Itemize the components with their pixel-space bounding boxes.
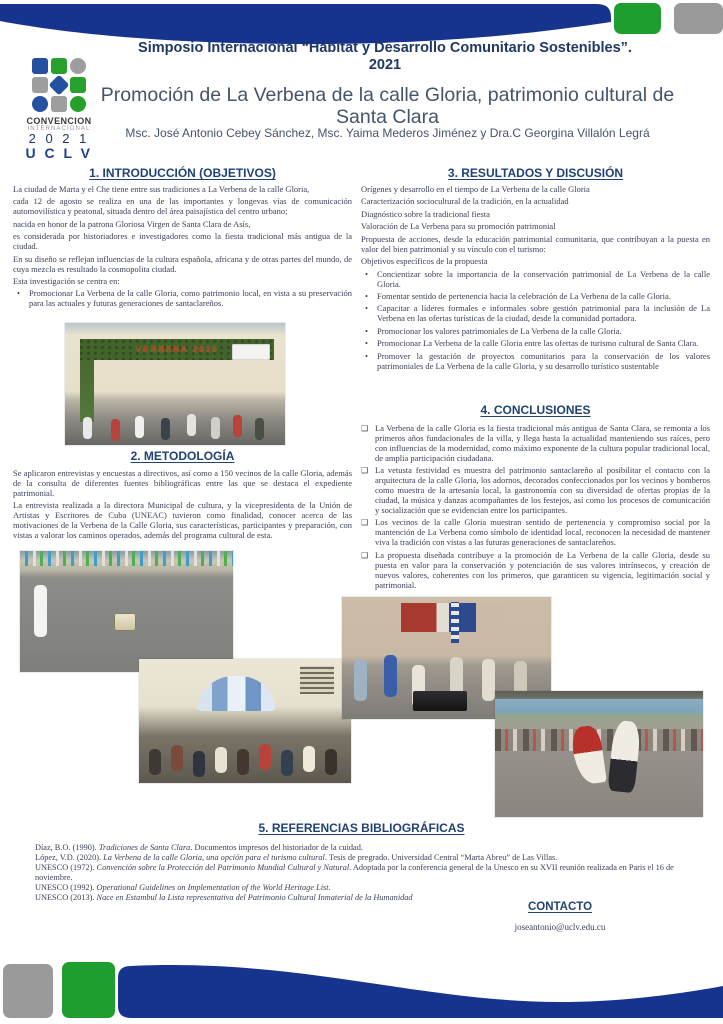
reference-item: UNESCO (1992). Operational Guidelines on Implementation of the World Heritage List. [35,882,331,892]
parade-marchers [34,585,47,637]
bullet-marker: • [365,303,368,314]
cuban-flag [451,602,459,643]
photo-parade-band [20,551,233,672]
crowd-people [149,749,161,775]
convention-logo [12,58,106,160]
results-bullet: • Promover la gestación de proyectos comunitarios para la conservación de los valores patrimoniales de La Verbena de la calle Gloria, y su desarrollo turístico sustentable [365,350,710,371]
intro-paragraph: es considerada por historiadores e investigadores como la fiesta tradicional más antigua de la ciudad. [13,231,352,252]
reference-item: UNESCO (2013). Nace en Estambul la Lista representativa del Patrimonio Cultural Inmaterial de la Humanidad [35,892,413,902]
results-line: Diagnóstico sobre la tradicional fiesta [361,208,490,219]
photo-verbena-arch-street [65,323,285,445]
references-list [35,843,703,903]
parade-drum [114,613,136,631]
bullet-marker: • [365,268,368,279]
results-text [361,185,710,374]
logo-square-gray [51,96,67,112]
results-bullet: • Capacitar a líderes formales e informales sobre gestión patrimonial para la inclusión de La Verbena en las ofertas turísticas de la ciudad, desde la comunidad portadora. [365,303,710,324]
parade-flag-bunting [20,551,233,566]
street-people [83,417,92,439]
logo-text-uclv: U C L V [25,144,93,161]
logo-circle-green [70,96,86,112]
square-marker-icon: ❑ [361,424,369,433]
results-bullet: • Promocionar La Verbena de la calle Gloria entre las ofertas de turismo cultural de Santa Clara. [365,338,699,349]
logo-square-gray [32,77,48,93]
square-marker-icon: ❑ [361,466,369,476]
methodology-paragraph: La entrevista realizada a la directora Municipal de cultura, y la vicepresidenta de la Unión de Artistas y Escritores de Cuba (UNEAC) tuvieron como finalidad, conocer acerca de las motivaciones de la Verbena de la Calle Gloria, sus características, participantes y preparación, con vistas a valorar los caminos operados, además del programa cultural de esta. [13,500,352,541]
bullet-marker: • [365,350,368,361]
conclusion-item: ❑ La Verbena de la calle Gloria es la fiesta tradicional más antigua de Santa Clara, se remonta a los primeros años fundacionales de la villa, y llega hasta la actualidad manteniendo sus raíces, pero con influencias de la modernidad, como máximo exponente de la cultura popular tradicional local, de amplia participación ciudadana. [361,423,710,463]
reference-item: López, V.D. (2020). La Verbena de la calle Gloria, una opción para el turismo cultural. Tesis de pregrado. Universidad Central “Marta Abreu” de Las Villas. [35,852,558,862]
square-marker-icon: ❑ [361,518,369,528]
symposium-year: 2021 [368,57,402,74]
intro-bullet: • Promocionar La Verbena de la calle Gloria, como patrimonio local, en vista a su preservación para las actuales y futuras generaciones de santaclareños. [17,288,352,309]
intro-paragraph: nacida en honor de la patrona Gloriosa Virgen de Santa Clara de Asís, [13,218,251,229]
logo-text-year: 2 0 2 1 [28,131,90,146]
musicians-figures [354,659,367,701]
bottom-green-square [62,962,115,1018]
speaker-amp [413,691,467,711]
intro-paragraph: En su diseño se reflejan influencias de la cultura española, africana y de otras partes del mundo, de cuya mezcla es resultado la cosmopolita ciudad. [13,253,352,274]
logo-square-green [70,77,86,93]
logo-square-green [51,58,67,74]
contact-heading: CONTACTO [527,901,593,913]
convention-logo-icon [30,58,88,112]
building-window [300,666,334,693]
section-heading-metodologia: 2. METODOLOGÍA [130,449,235,463]
results-line: Orígenes y desarrollo en el tiempo de La Verbena de la calle Gloria [361,184,590,194]
logo-square-blue [49,75,70,96]
photo-street-crowd-umbrellas [139,659,351,783]
conclusion-item: ❑ La propuesta diseñada contribuye a la promoción de La Verbena de la calle Gloria, desde su puesta en valor para la conservación y potenciación de sus valores intrínsecos, y creación de nuevos valores, coherentes con los primeros, que garanticen su vigencia, legitimación social y patrimonial. [361,549,710,590]
arch-white-banner [232,344,269,360]
top-green-square [614,3,661,34]
results-line: Valoración de La Verbena para su promoción patrimonial [361,221,556,232]
reference-item: Díaz, B.O. (1990). Tradiciones de Santa Clara. Documentos impresos del historiador de la cuidad. [35,843,363,852]
bullet-marker: • [17,288,20,299]
top-gray-square [674,3,723,34]
section-heading-introduccion: 1. INTRODUCCIÓN (OBJETIVOS) [89,166,276,180]
section-heading-referencias: 5. REFERENCIAS BIBLIOGRÁFICAS [258,821,465,835]
arch-banner-text: VERBENA 2019 [135,344,219,354]
results-line: Objetivos específicos de la propuesta [361,256,488,267]
logo-square-blue [32,58,48,74]
methodology-text [13,469,352,544]
photo-street-dancers [495,691,703,817]
bottom-blue-swoosh [118,965,723,1018]
logo-text-internacional: INTERNACIONAL [27,126,91,132]
intro-paragraph: Esta investigación se centra en: [13,276,120,286]
logo-text-convencion: CONVENCION [26,116,92,126]
section-heading-resultados: 3. RESULTADOS Y DISCUSIÓN [447,166,624,180]
bullet-marker: • [365,290,368,301]
conclusion-item: ❑ La vetusta festividad es muestra del patrimonio santaclareño al posibilitar el contacto con la arquitectura de la calle Gloria, los adornos, decorados confeccionados por los vecinos y bomberos como muestra de la artesanía local, la gastronomía con su diversidad de ofertas propias de la ciudad, la música y danzas acompañantes de los festejos, así como los procesos de comunicación y socialización que se evidencian entre los participantes. [361,465,710,515]
results-line: Propuesta de acciones, desde la educación patrimonial comunitaria, que contribuyan a la puesta en valor del bien patrimonial y su vínculo con el turismo: [361,233,710,254]
conclusions-text [361,424,710,593]
bullet-marker: • [365,325,368,336]
bottom-gray-square [3,964,53,1018]
bottom-wave-band [0,956,723,1018]
intro-paragraph: La ciudad de Marta y el Che tiene entre sus tradiciones a La Verbena de la calle Gloria, [13,184,310,194]
methodology-paragraph: Se aplicaron entrevistas y encuestas a directivos, así como a 150 vecinos de la calle Gloria, además de la consulta de diferentes fuentes bibliográficas entre las que se destaca el expediente patrimonial. [13,468,352,498]
umbrella [198,676,274,711]
symposium-name [105,40,665,74]
results-bullet: • Fomentar sentido de pertenencia hacia la celebración de La Verbena de la calle Gloria. [365,290,671,301]
bullet-marker: • [365,338,368,349]
symposium-line1: Simposio Internacional “Hábitat y Desarrollo Comunitario Sostenibles”. [138,40,632,56]
results-bullet: • Concientizar sobre la importancia de la conservación patrimonial de La Verbena de la calle Gloria. [365,268,710,289]
conclusion-item: ❑ Los vecinos de la calle Gloria muestran sentido de pertenencia y compromiso social por la mantención de La Verbena como símbolo de identidad local, reconocen la necesidad de mantener viva la tradición con vistas a las futuras generaciones de santaclareños. [361,517,710,548]
reference-item: UNESCO (1972). Convención sobre la Protección del Patrimonio Mundial Cultural y Natural. Adoptada por la conferencia general de la Unesco en su XVII reunión realizada en Paris el 16 de noviembre. [35,862,674,882]
results-line: Caracterización sociocultural de la tradición, en la actualidad [361,196,569,207]
section-heading-conclusiones: 4. CONCLUSIONES [480,403,591,417]
poster-authors: Msc. José Antonio Cebey Sánchez, Msc. Yaima Mederos Jiménez y Dra.C Georgina Villalón Legrá [125,126,650,140]
logo-circle-blue [32,96,48,112]
poster-title: Promoción de La Verbena de la calle Gloria, patrimonio cultural de Santa Clara [100,84,675,129]
results-bullet: • Promocionar los valores patrimoniales de La Verbena de la calle Gloria. [365,325,622,336]
intro-paragraph: cada 12 de agosto se realiza en una de las importantes y longevas vías de comunicación automovilística y peatonal, situada dentro del área paisajística del centro urbano; [13,196,352,217]
top-blue-swoosh [0,4,611,44]
logo-circle-gray [70,58,86,74]
contact-email: joseantonio@uclv.edu.cu [514,922,606,932]
intro-text [13,185,352,312]
square-marker-icon: ❑ [361,550,369,560]
